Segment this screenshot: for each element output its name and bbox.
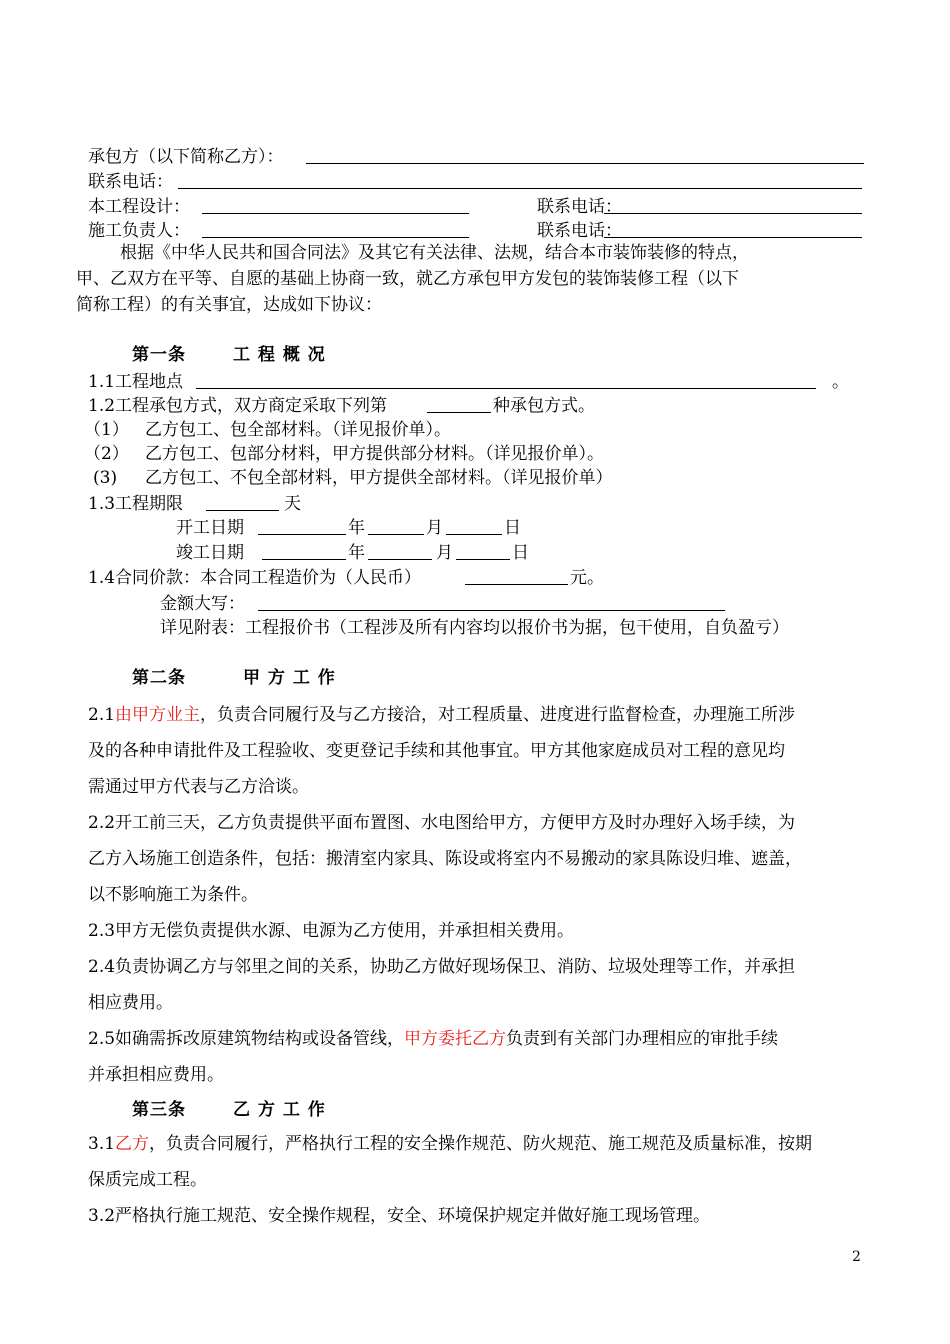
clause-2-2-line-2: 乙方入场施工创造条件，包括：搬清室内家具、陈设或将室内不易搬动的家具陈设归堆、遮盖， bbox=[88, 849, 802, 869]
clause-2-1-line-2: 及的各种申请批件及工程验收、变更登记手续和其他事宜。甲方其他家庭成员对工程的意见均 bbox=[88, 741, 785, 761]
start-day-label: 日 bbox=[504, 518, 521, 538]
end-date-label: 竣工日期 bbox=[176, 543, 244, 563]
intro-line-1: 根据《中华人民共和国合同法》及其它有关法律、法规，结合本市装饰装修的特点， bbox=[120, 243, 749, 263]
amount-label: 金额大写： bbox=[160, 594, 245, 614]
manager-phone-field[interactable] bbox=[604, 237, 862, 238]
start-year-label: 年 bbox=[348, 518, 365, 538]
clause-3-1-highlight: 乙方 bbox=[115, 1134, 150, 1154]
attachment-note: 详见附表：工程报价书（工程涉及所有内容均以报价书为据，包干使用，自负盈亏） bbox=[160, 618, 789, 638]
end-day-label: 日 bbox=[512, 543, 529, 563]
yuan-label: 元。 bbox=[570, 568, 604, 588]
clause-2-1-number: 2.1 bbox=[88, 705, 116, 725]
method-field[interactable] bbox=[427, 412, 491, 413]
start-month-label: 月 bbox=[426, 518, 443, 538]
end-year-label: 年 bbox=[348, 543, 365, 563]
option-1: 乙方包工、包全部材料。（详见报价单）。 bbox=[145, 420, 451, 440]
article1-heading: 工 程 概 况 bbox=[233, 345, 326, 365]
clause-2-2-line-1: 2.2开工前三天，乙方负责提供平面布置图、水电图给甲方，方便甲方及时办理好入场手续，为 bbox=[88, 813, 796, 833]
end-year-field[interactable] bbox=[262, 559, 346, 560]
article3-title: 第三条 bbox=[132, 1100, 186, 1120]
end-month-label: 月 bbox=[436, 543, 453, 563]
clause-2-5-highlight: 甲方委托乙方 bbox=[404, 1029, 507, 1049]
design-field[interactable] bbox=[202, 213, 469, 214]
duration-field[interactable] bbox=[206, 510, 279, 511]
clause-2-4-line-1: 2.4负责协调乙方与邻里之间的关系，协助乙方做好现场保卫、消防、垃圾处理等工作，并承担 bbox=[88, 957, 796, 977]
clause-3-1-text: ，负责合同履行，严格执行工程的安全操作规范、防火规范、施工规范及质量标准，按期 bbox=[149, 1134, 813, 1154]
option-1-number: （1） bbox=[84, 420, 129, 440]
item-1-4: 1.4合同价款：本合同工程造价为（人民币） bbox=[88, 568, 422, 588]
clause-2-5-line-2: 并承担相应费用。 bbox=[88, 1065, 224, 1085]
manager-phone-label: 联系电话： bbox=[537, 221, 622, 241]
clause-3-1-line-2: 保质完成工程。 bbox=[88, 1170, 207, 1190]
clause-3-2: 3.2严格执行施工规范、安全操作规程，安全、环境保护规定并做好施工现场管理。 bbox=[88, 1206, 711, 1226]
manager-label: 施工负责人： bbox=[88, 221, 190, 241]
phone-label: 联系电话： bbox=[88, 172, 173, 192]
start-year-field[interactable] bbox=[258, 534, 346, 535]
clause-3-1-number: 3.1 bbox=[88, 1134, 116, 1154]
item-1-3: 1.3工程期限 bbox=[88, 494, 184, 514]
clause-2-1-highlight: 由甲方业主 bbox=[115, 705, 201, 725]
item-1-2-b: 种承包方式。 bbox=[493, 396, 595, 416]
intro-line-3: 简称工程）的有关事宜，达成如下协议： bbox=[76, 295, 382, 315]
clause-2-5 bbox=[88, 1021, 778, 1057]
item-1-1: 1.1工程地点 bbox=[88, 372, 184, 392]
contractor-field[interactable] bbox=[306, 163, 864, 164]
intro-line-2: 甲、乙双方在平等、自愿的基础上协商一致，就乙方承包甲方发包的装饰装修工程（以下 bbox=[76, 269, 739, 289]
design-phone-field[interactable] bbox=[604, 213, 862, 214]
clause-2-1 bbox=[88, 697, 795, 733]
page-number: 2 bbox=[852, 1249, 861, 1265]
phone-field[interactable] bbox=[178, 188, 862, 189]
contractor-label: 承包方（以下简称乙方）： bbox=[88, 147, 284, 167]
clause-2-1-text: ，负责合同履行及与乙方接洽，对工程质量、进度进行监督检查，办理施工所涉 bbox=[200, 705, 796, 725]
clause-2-1-line-3: 需通过甲方代表与乙方洽谈。 bbox=[88, 777, 309, 797]
article2-title: 第二条 bbox=[132, 668, 186, 688]
design-phone-label: 联系电话： bbox=[537, 197, 622, 217]
clause-3-1 bbox=[88, 1126, 812, 1162]
article1-title: 第一条 bbox=[132, 345, 186, 365]
clause-2-5-text-a: 2.5如确需拆改原建筑物结构或设备管线， bbox=[88, 1029, 405, 1049]
option-3-number: (3) bbox=[93, 468, 118, 488]
days-label: 天 bbox=[284, 494, 301, 514]
option-3: 乙方包工、不包全部材料，甲方提供全部材料。（详见报价单） bbox=[145, 468, 613, 488]
amount-field[interactable] bbox=[258, 610, 725, 611]
location-field[interactable] bbox=[196, 388, 816, 389]
start-date-label: 开工日期 bbox=[176, 518, 244, 538]
option-2-number: （2） bbox=[84, 444, 129, 464]
item-1-2-a: 1.2工程承包方式，双方商定采取下列第 bbox=[88, 396, 388, 416]
design-label: 本工程设计： bbox=[88, 197, 190, 217]
article3-heading: 乙 方 工 作 bbox=[233, 1100, 326, 1120]
item-1-1-end: 。 bbox=[832, 372, 849, 392]
option-2: 乙方包工、包部分材料，甲方提供部分材料。（详见报价单）。 bbox=[145, 444, 604, 464]
end-month-field[interactable] bbox=[368, 559, 432, 560]
clause-2-3: 2.3甲方无偿负责提供水源、电源为乙方使用，并承担相关费用。 bbox=[88, 921, 575, 941]
price-field[interactable] bbox=[465, 584, 568, 585]
article2-heading: 甲 方 工 作 bbox=[243, 668, 336, 688]
end-day-field[interactable] bbox=[456, 559, 510, 560]
clause-2-4-line-2: 相应费用。 bbox=[88, 993, 173, 1013]
clause-2-2-line-3: 以不影响施工为条件。 bbox=[88, 885, 258, 905]
start-day-field[interactable] bbox=[446, 534, 502, 535]
start-month-field[interactable] bbox=[368, 534, 424, 535]
clause-2-5-text-b: 负责到有关部门办理相应的审批手续 bbox=[506, 1029, 779, 1049]
manager-field[interactable] bbox=[202, 237, 469, 238]
